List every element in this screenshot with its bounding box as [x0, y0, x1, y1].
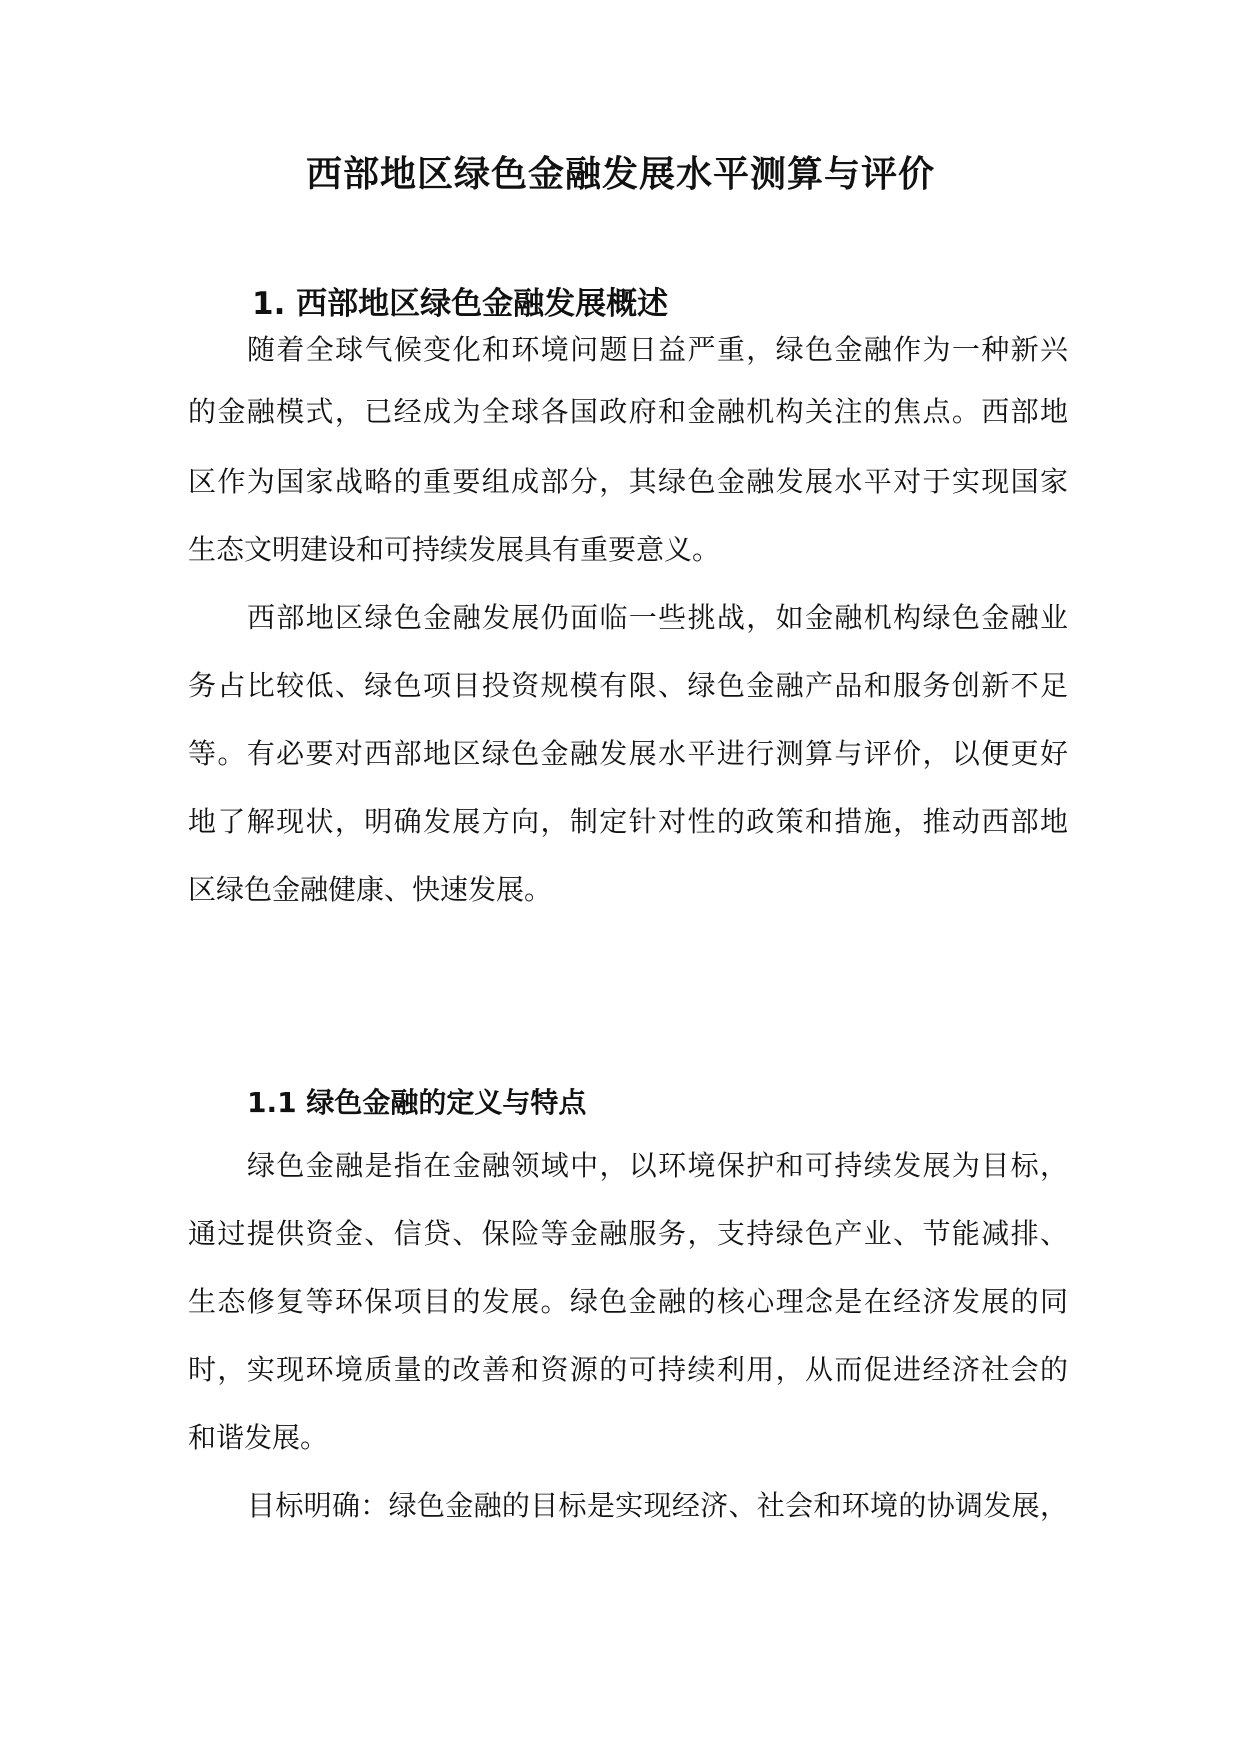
subsection-heading: 1.1 绿色金融的定义与特点	[247, 1086, 587, 1119]
section-heading: 1. 西部地区绿色金融发展概述	[252, 286, 669, 322]
paragraph-line: 等。有必要对西部地区绿色金融发展水平进行测算与评价，以便更好	[188, 737, 1068, 770]
document-title: 西部地区绿色金融发展水平测算与评价	[305, 154, 935, 195]
paragraph-line: 随着全球气候变化和环境问题日益严重，绿色金融作为一种新兴	[247, 333, 1068, 366]
paragraph-line: 生态修复等环保项目的发展。绿色金融的核心理念是在经济发展的同	[188, 1285, 1068, 1318]
paragraph-line: 目标明确：绿色金融的目标是实现经济、社会和环境的协调发展，	[247, 1489, 1068, 1522]
paragraph-line: 通过提供资金、信贷、保险等金融服务，支持绿色产业、节能减排、	[188, 1217, 1068, 1250]
paragraph-line: 时，实现环境质量的改善和资源的可持续利用，从而促进经济社会的	[188, 1353, 1068, 1386]
paragraph-line: 的金融模式，已经成为全球各国政府和金融机构关注的焦点。西部地	[188, 395, 1068, 428]
paragraph-line: 西部地区绿色金融发展仍面临一些挑战，如金融机构绿色金融业	[247, 601, 1068, 634]
paragraph-line: 绿色金融是指在金融领域中，以环境保护和可持续发展为目标，	[247, 1149, 1068, 1182]
paragraph-line: 生态文明建设和可持续发展具有重要意义。	[188, 533, 721, 566]
paragraph-line: 务占比较低、绿色项目投资规模有限、绿色金融产品和服务创新不足	[188, 669, 1068, 702]
paragraph-line: 区绿色金融健康、快速发展。	[188, 873, 553, 906]
paragraph-line: 区作为国家战略的重要组成部分，其绿色金融发展水平对于实现国家	[188, 465, 1068, 498]
paragraph-line: 和谐发展。	[188, 1421, 329, 1454]
paragraph-line: 地了解现状，明确发展方向，制定针对性的政策和措施，推动西部地	[188, 805, 1068, 838]
